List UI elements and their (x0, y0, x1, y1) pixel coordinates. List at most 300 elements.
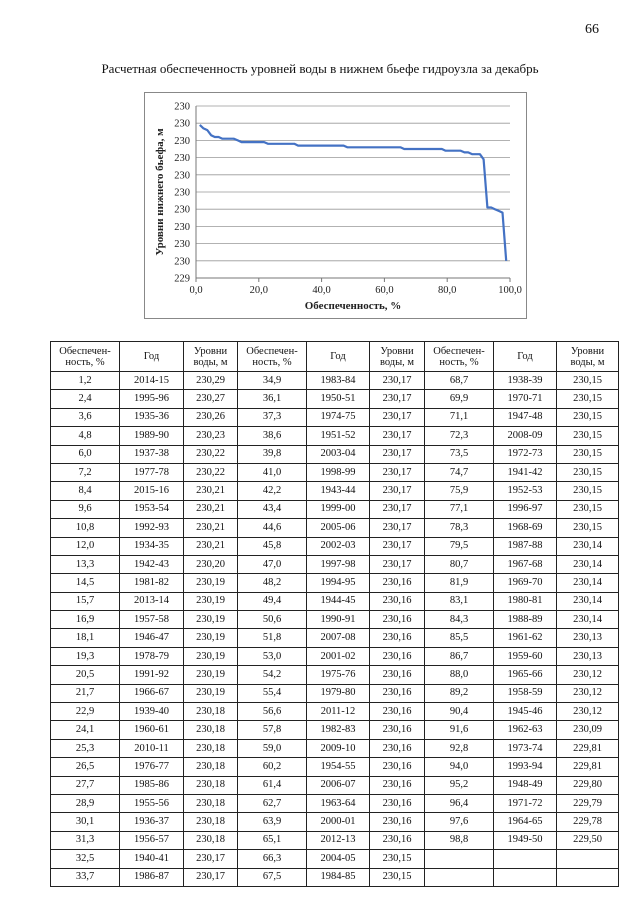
table-cell: 230,16 (370, 758, 425, 776)
page-number: 66 (585, 22, 599, 37)
table-cell: 230,16 (370, 813, 425, 831)
table-header-cell: Обеспечен- ность, % (238, 342, 307, 372)
table-cell: 27,7 (51, 776, 120, 794)
table-cell: 1993-94 (494, 758, 557, 776)
table-cell: 230,18 (184, 758, 238, 776)
table-cell: 230,15 (557, 408, 619, 426)
table-row (51, 445, 619, 463)
table-cell: 1957-58 (120, 611, 184, 629)
table-cell: 90,4 (425, 703, 494, 721)
table-cell: 230,22 (184, 463, 238, 481)
table-cell: 49,4 (238, 592, 307, 610)
table-cell: 230,22 (184, 445, 238, 463)
table-cell: 81,9 (425, 574, 494, 592)
table-cell: 2001-02 (307, 647, 370, 665)
table-cell: 230,14 (557, 555, 619, 573)
table-cell: 230,19 (184, 666, 238, 684)
table-cell: 229,78 (557, 813, 619, 831)
table-cell: 1954-55 (307, 758, 370, 776)
table-cell: 230,18 (184, 721, 238, 739)
table-row (51, 372, 619, 390)
table-row (51, 519, 619, 537)
table-cell: 230,15 (557, 500, 619, 518)
table-cell: 4,8 (51, 427, 120, 445)
table-cell: 230,17 (370, 555, 425, 573)
table-cell: 230,16 (370, 629, 425, 647)
table-row (51, 758, 619, 776)
table-cell: 78,3 (425, 519, 494, 537)
y-tick-label: 230 (174, 221, 190, 233)
table-cell: 60,2 (238, 758, 307, 776)
table-cell: 1947-48 (494, 408, 557, 426)
table-cell: 1967-68 (494, 555, 557, 573)
table-cell: 1950-51 (307, 390, 370, 408)
table-cell: 230,16 (370, 574, 425, 592)
table-cell: 230,14 (557, 537, 619, 555)
x-tick-label: 40,0 (312, 285, 331, 296)
y-tick-label: 230 (174, 239, 190, 251)
table-cell: 230,16 (370, 831, 425, 849)
table-cell: 230,16 (370, 647, 425, 665)
table-cell: 1951-52 (307, 427, 370, 445)
table-cell: 230,17 (370, 537, 425, 555)
table-row (51, 776, 619, 794)
table-cell: 15,7 (51, 592, 120, 610)
table-cell: 230,19 (184, 684, 238, 702)
table-cell: 230,18 (184, 813, 238, 831)
table-cell: 230,15 (557, 390, 619, 408)
table-cell: 230,14 (557, 611, 619, 629)
table-cell: 2003-04 (307, 445, 370, 463)
table-cell: 230,17 (184, 868, 238, 886)
table-cell: 1965-66 (494, 666, 557, 684)
table-cell: 230,19 (184, 592, 238, 610)
table-cell (425, 850, 494, 868)
table-cell: 2,4 (51, 390, 120, 408)
table-cell: 230,13 (557, 629, 619, 647)
table-cell: 230,21 (184, 537, 238, 555)
table-cell: 230,27 (184, 390, 238, 408)
table-row (51, 703, 619, 721)
table-cell: 28,9 (51, 794, 120, 812)
table-cell: 95,2 (425, 776, 494, 794)
table-cell: 1945-46 (494, 703, 557, 721)
table-cell: 229,50 (557, 831, 619, 849)
table-cell: 230,17 (370, 445, 425, 463)
table-cell: 230,09 (557, 721, 619, 739)
table-row (51, 427, 619, 445)
table-cell: 230,21 (184, 519, 238, 537)
table-cell: 230,15 (557, 427, 619, 445)
table-cell: 2014-15 (120, 372, 184, 390)
table-cell: 72,3 (425, 427, 494, 445)
table-cell: 230,15 (557, 519, 619, 537)
table-cell: 230,12 (557, 703, 619, 721)
table-row (51, 408, 619, 426)
table-cell: 2006-07 (307, 776, 370, 794)
table-cell: 230,14 (557, 574, 619, 592)
table-cell: 1941-42 (494, 463, 557, 481)
table-cell: 80,7 (425, 555, 494, 573)
table-row (51, 611, 619, 629)
x-tick-label: 80,0 (438, 285, 457, 296)
table-cell: 230,16 (370, 776, 425, 794)
table-cell: 2012-13 (307, 831, 370, 849)
table-cell: 1980-81 (494, 592, 557, 610)
table-cell: 1991-92 (120, 666, 184, 684)
table-cell: 38,6 (238, 427, 307, 445)
table-cell: 1974-75 (307, 408, 370, 426)
table-cell: 230,18 (184, 739, 238, 757)
table-cell: 50,6 (238, 611, 307, 629)
table-cell: 230,15 (557, 463, 619, 481)
table-cell: 230,15 (557, 445, 619, 463)
table-cell: 42,2 (238, 482, 307, 500)
table-cell: 18,1 (51, 629, 120, 647)
table-cell: 1979-80 (307, 684, 370, 702)
table-cell: 2000-01 (307, 813, 370, 831)
table-cell: 1975-76 (307, 666, 370, 684)
table-header-cell: Год (494, 342, 557, 372)
table-cell: 1955-56 (120, 794, 184, 812)
table-cell: 59,0 (238, 739, 307, 757)
table-header-cell: Обеспечен- ность, % (51, 342, 120, 372)
table-cell: 1953-54 (120, 500, 184, 518)
table-cell: 71,1 (425, 408, 494, 426)
table-cell: 48,2 (238, 574, 307, 592)
table-cell: 1940-41 (120, 850, 184, 868)
table-cell: 1,2 (51, 372, 120, 390)
table-cell: 1956-57 (120, 831, 184, 849)
table-cell: 230,16 (370, 592, 425, 610)
table-cell: 1938-39 (494, 372, 557, 390)
y-tick-label: 230 (174, 101, 190, 113)
table-cell: 74,7 (425, 463, 494, 481)
table-cell: 1944-45 (307, 592, 370, 610)
table-header-cell: Уровни воды, м (557, 342, 619, 372)
table-cell: 1952-53 (494, 482, 557, 500)
table-cell: 1995-96 (120, 390, 184, 408)
table-cell: 230,17 (370, 519, 425, 537)
table-cell: 68,7 (425, 372, 494, 390)
x-axis-label: Обеспеченность, % (304, 300, 402, 312)
table-cell: 47,0 (238, 555, 307, 573)
table-cell: 1962-63 (494, 721, 557, 739)
table-cell: 2011-12 (307, 703, 370, 721)
table-cell: 1981-82 (120, 574, 184, 592)
table-cell: 67,5 (238, 868, 307, 886)
table-cell: 1942-43 (120, 555, 184, 573)
x-tick-label: 0,0 (189, 285, 203, 296)
table-cell: 230,16 (370, 666, 425, 684)
table-cell: 3,6 (51, 408, 120, 426)
table-cell: 1964-65 (494, 813, 557, 831)
table-cell: 230,17 (370, 482, 425, 500)
table-cell: 230,15 (557, 372, 619, 390)
y-tick-label: 229 (174, 273, 190, 285)
table-cell: 1963-64 (307, 794, 370, 812)
table-cell: 230,17 (370, 463, 425, 481)
table-cell: 2002-03 (307, 537, 370, 555)
table-cell: 25,3 (51, 739, 120, 757)
table-cell: 230,19 (184, 647, 238, 665)
table-cell: 1958-59 (494, 684, 557, 702)
table-header-cell: Год (120, 342, 184, 372)
table-cell: 1984-85 (307, 868, 370, 886)
table-cell: 1983-84 (307, 372, 370, 390)
table-row (51, 813, 619, 831)
table-cell: 229,81 (557, 739, 619, 757)
table-row (51, 592, 619, 610)
table-cell: 230,14 (557, 592, 619, 610)
table-cell: 230,21 (184, 500, 238, 518)
chart (144, 92, 527, 319)
table-row (51, 574, 619, 592)
table-cell: 230,19 (184, 611, 238, 629)
table-cell: 34,9 (238, 372, 307, 390)
table-cell: 36,1 (238, 390, 307, 408)
table-cell: 1999-00 (307, 500, 370, 518)
x-tick-label: 60,0 (375, 285, 394, 296)
table-cell: 230,21 (184, 482, 238, 500)
table-cell: 8,4 (51, 482, 120, 500)
table-cell (557, 868, 619, 886)
table-cell: 91,6 (425, 721, 494, 739)
table-cell: 230,16 (370, 703, 425, 721)
table-cell: 1998-99 (307, 463, 370, 481)
table-cell: 229,79 (557, 794, 619, 812)
table-cell: 1978-79 (120, 647, 184, 665)
table-cell: 230,12 (557, 666, 619, 684)
table-cell: 2015-16 (120, 482, 184, 500)
table-cell: 1960-61 (120, 721, 184, 739)
series-line (200, 125, 506, 261)
table-cell: 19,3 (51, 647, 120, 665)
table-row (51, 555, 619, 573)
table-row (51, 647, 619, 665)
table-header-row (51, 342, 619, 372)
table-cell: 75,9 (425, 482, 494, 500)
table-row (51, 721, 619, 739)
table-cell: 230,16 (370, 739, 425, 757)
table-cell: 56,6 (238, 703, 307, 721)
table-cell: 84,3 (425, 611, 494, 629)
table-row (51, 629, 619, 647)
table-row (51, 831, 619, 849)
table-cell: 54,2 (238, 666, 307, 684)
table-cell: 51,8 (238, 629, 307, 647)
table-row (51, 850, 619, 868)
table-cell: 230,19 (184, 574, 238, 592)
table-cell: 1970-71 (494, 390, 557, 408)
table-cell: 230,15 (370, 868, 425, 886)
table-cell: 1972-73 (494, 445, 557, 463)
y-tick-label: 230 (174, 153, 190, 165)
table-cell: 230,18 (184, 831, 238, 849)
table-cell: 230,16 (370, 721, 425, 739)
table-cell: 86,7 (425, 647, 494, 665)
table-cell: 92,8 (425, 739, 494, 757)
table-cell: 1936-37 (120, 813, 184, 831)
table-cell: 230,18 (184, 794, 238, 812)
table-cell: 13,3 (51, 555, 120, 573)
table-cell: 88,0 (425, 666, 494, 684)
table-cell: 41,0 (238, 463, 307, 481)
table-cell: 230,16 (370, 684, 425, 702)
table-cell: 57,8 (238, 721, 307, 739)
table-cell: 230,18 (184, 776, 238, 794)
table-cell: 94,0 (425, 758, 494, 776)
table-cell: 230,17 (370, 390, 425, 408)
table-cell: 22,9 (51, 703, 120, 721)
table-cell: 1948-49 (494, 776, 557, 794)
table-cell: 98,8 (425, 831, 494, 849)
table-cell: 1996-97 (494, 500, 557, 518)
table-cell: 230,29 (184, 372, 238, 390)
chart-svg (145, 93, 526, 318)
table-cell: 97,6 (425, 813, 494, 831)
table-row (51, 794, 619, 812)
table-cell: 65,1 (238, 831, 307, 849)
table-cell: 1937-38 (120, 445, 184, 463)
table-cell: 62,7 (238, 794, 307, 812)
table-cell: 230,19 (184, 629, 238, 647)
table-cell: 44,6 (238, 519, 307, 537)
table-cell: 1961-62 (494, 629, 557, 647)
table-cell: 10,8 (51, 519, 120, 537)
table-cell: 26,5 (51, 758, 120, 776)
table-cell: 43,4 (238, 500, 307, 518)
chart-title: Расчетная обеспеченность уровней воды в нижнем бьефе гидроузла за декабрь (101, 61, 539, 76)
table-cell: 1966-67 (120, 684, 184, 702)
table-cell: 79,5 (425, 537, 494, 555)
table-cell: 85,5 (425, 629, 494, 647)
table-cell: 230,20 (184, 555, 238, 573)
table-cell: 230,17 (184, 850, 238, 868)
table-cell: 230,15 (370, 850, 425, 868)
table-cell: 89,2 (425, 684, 494, 702)
table-cell: 1977-78 (120, 463, 184, 481)
table-cell: 1935-36 (120, 408, 184, 426)
table-cell: 12,0 (51, 537, 120, 555)
table-row (51, 390, 619, 408)
table-cell: 77,1 (425, 500, 494, 518)
table-cell (494, 868, 557, 886)
table-cell: 2010-11 (120, 739, 184, 757)
table-cell: 39,8 (238, 445, 307, 463)
table-cell: 1969-70 (494, 574, 557, 592)
table-header-cell: Обеспечен- ность, % (425, 342, 494, 372)
table-cell: 2009-10 (307, 739, 370, 757)
table-cell: 1987-88 (494, 537, 557, 555)
table-cell (425, 868, 494, 886)
table-cell: 96,4 (425, 794, 494, 812)
table-cell: 230,15 (557, 482, 619, 500)
table-cell: 1973-74 (494, 739, 557, 757)
table-cell: 9,6 (51, 500, 120, 518)
table-cell: 63,9 (238, 813, 307, 831)
table-cell: 2005-06 (307, 519, 370, 537)
y-tick-label: 230 (174, 135, 190, 147)
table-cell: 230,17 (370, 372, 425, 390)
table-cell: 31,3 (51, 831, 120, 849)
x-tick-label: 20,0 (249, 285, 268, 296)
table-cell: 30,1 (51, 813, 120, 831)
table-cell: 73,5 (425, 445, 494, 463)
table-cell: 32,5 (51, 850, 120, 868)
data-table (50, 341, 619, 887)
table-header-cell: Уровни воды, м (370, 342, 425, 372)
table-cell: 230,13 (557, 647, 619, 665)
table-cell: 55,4 (238, 684, 307, 702)
table-row (51, 482, 619, 500)
x-tick-label: 100,0 (498, 285, 522, 296)
table-header-cell: Уровни воды, м (184, 342, 238, 372)
y-tick-label: 230 (174, 187, 190, 199)
table-cell: 229,81 (557, 758, 619, 776)
table-cell: 21,7 (51, 684, 120, 702)
table-cell: 1994-95 (307, 574, 370, 592)
table-cell: 2008-09 (494, 427, 557, 445)
table-cell: 1959-60 (494, 647, 557, 665)
table-cell: 230,17 (370, 408, 425, 426)
table-cell: 66,3 (238, 850, 307, 868)
table-cell: 1939-40 (120, 703, 184, 721)
table-cell: 16,9 (51, 611, 120, 629)
table-cell: 69,9 (425, 390, 494, 408)
table-row (51, 739, 619, 757)
table-cell: 53,0 (238, 647, 307, 665)
table-cell: 1988-89 (494, 611, 557, 629)
table-cell: 1992-93 (120, 519, 184, 537)
y-tick-label: 230 (174, 170, 190, 182)
table-cell: 230,26 (184, 408, 238, 426)
table-cell: 230,12 (557, 684, 619, 702)
table-cell: 1986-87 (120, 868, 184, 886)
table-cell: 14,5 (51, 574, 120, 592)
table-cell: 2007-08 (307, 629, 370, 647)
y-tick-label: 230 (174, 256, 190, 268)
table-cell: 7,2 (51, 463, 120, 481)
table-cell: 1943-44 (307, 482, 370, 500)
table-cell: 1997-98 (307, 555, 370, 573)
table-cell: 230,16 (370, 794, 425, 812)
y-tick-label: 230 (174, 204, 190, 216)
table-cell (494, 850, 557, 868)
table-cell: 20,5 (51, 666, 120, 684)
y-tick-label: 230 (174, 118, 190, 130)
table-row (51, 684, 619, 702)
table-cell: 1982-83 (307, 721, 370, 739)
table-cell: 1946-47 (120, 629, 184, 647)
table-cell: 230,17 (370, 500, 425, 518)
table-cell: 1976-77 (120, 758, 184, 776)
table-cell: 45,8 (238, 537, 307, 555)
table-cell: 61,4 (238, 776, 307, 794)
table-cell: 33,7 (51, 868, 120, 886)
table-cell: 230,18 (184, 703, 238, 721)
table-cell: 1949-50 (494, 831, 557, 849)
y-axis-label: Уровни нижнего бьефа, м (154, 128, 166, 256)
table-cell: 83,1 (425, 592, 494, 610)
table-cell: 2004-05 (307, 850, 370, 868)
table-cell: 6,0 (51, 445, 120, 463)
table-row (51, 868, 619, 886)
table-cell: 1934-35 (120, 537, 184, 555)
table-cell: 230,17 (370, 427, 425, 445)
table-cell: 1985-86 (120, 776, 184, 794)
table-row (51, 500, 619, 518)
